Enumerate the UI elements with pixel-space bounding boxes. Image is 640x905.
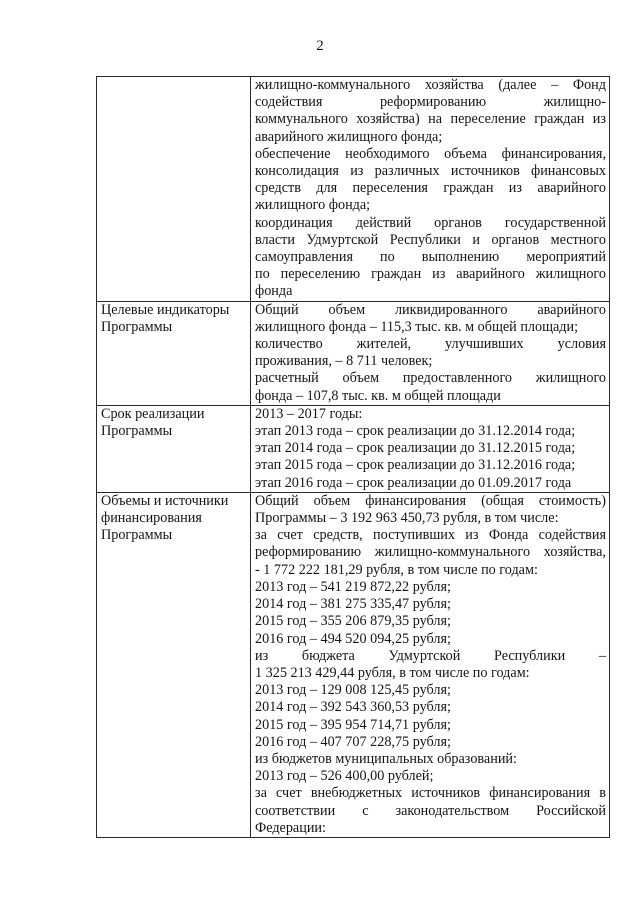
row-value-line: коммунального хозяйства) на переселение граждан из	[255, 111, 606, 128]
row-value-line: 2015 год – 355 206 879,35 рубля;	[255, 613, 451, 630]
row-value-line: самоуправления по выполнению мероприятий	[255, 249, 606, 266]
row-label-line: Программы	[101, 318, 173, 335]
row-label-line: Программы	[101, 423, 173, 440]
row-value-line: фонда – 107,8 тыс. кв. м общей площади	[255, 387, 501, 404]
row-value-line: 2013 – 2017 годы:	[255, 405, 363, 422]
row-label-line: финансирования	[101, 510, 202, 527]
row-value-line: соответствии с законодательством Российской	[255, 802, 606, 819]
row-label-cell	[97, 405, 251, 492]
row-label-line: Программы	[101, 527, 173, 544]
row-value-line: - 1 772 222 181,29 рубля, в том числе по годам:	[255, 561, 538, 578]
row-value-line: за счет внебюджетных источников финансирования в	[255, 785, 606, 802]
row-label-line: Срок реализации	[101, 405, 205, 422]
row-value-line: 1 325 213 429,44 рубля, в том числе по годам:	[255, 664, 530, 681]
row-value-line: обеспечение необходимого объема финансирования,	[255, 145, 606, 162]
row-value-line: за счет средств, поступивших из Фонда содействия	[255, 527, 606, 544]
row-value-line: Общий объем ликвидированного аварийного	[255, 301, 606, 318]
row-value-line: жилищно-коммунального хозяйства (далее – Фонд	[255, 77, 606, 93]
row-value-line: 2016 год – 494 520 094,25 рубля;	[255, 630, 451, 647]
row-label-line: Объемы и источники	[101, 492, 229, 509]
row-label-cell	[97, 492, 251, 837]
row-value-line: 2015 год – 395 954 714,71 рубля;	[255, 716, 451, 733]
row-value-line: координация действий органов государственной	[255, 214, 606, 231]
row-label-cell	[97, 301, 251, 405]
row-value-line: 2013 год – 129 008 125,45 рубля;	[255, 682, 451, 699]
row-value-cell	[251, 301, 610, 405]
row-label-cell	[97, 77, 251, 302]
page-number: 2	[316, 38, 324, 54]
row-value-line: жилищного фонда;	[255, 197, 371, 214]
row-value-line: средств для переселения граждан из аварийного	[255, 180, 606, 197]
table-row	[97, 405, 610, 492]
row-value-line: этап 2014 года – срок реализации до 31.12.2015 года;	[255, 440, 576, 457]
row-value-line: Программы – 3 192 963 450,73 рубля, в том числе:	[255, 510, 559, 527]
row-value-cell	[251, 405, 610, 492]
table-row	[97, 301, 610, 405]
row-value-line: из бюджета Удмуртской Республики –	[255, 647, 606, 664]
row-value-cell	[251, 77, 610, 302]
passport-table-body	[97, 77, 610, 838]
row-value-line: по переселению граждан из аварийного жилищного	[255, 266, 606, 283]
row-value-line: жилищного фонда – 115,3 тыс. кв. м общей площади;	[255, 318, 579, 335]
row-value-line: аварийного жилищного фонда;	[255, 128, 443, 145]
row-value-line: фонда	[255, 283, 293, 300]
row-value-line: 2013 год – 541 219 872,22 рубля;	[255, 578, 451, 595]
row-value-line: реформированию жилищно-коммунального хозяйства,	[255, 544, 606, 561]
row-value-line: из бюджетов муниципальных образований:	[255, 750, 517, 767]
row-value-line: количество жителей, улучшивших условия	[255, 336, 606, 353]
program-passport-table	[96, 76, 610, 838]
row-label-line: Целевые индикаторы	[101, 301, 230, 318]
row-value-line: Федерации:	[255, 819, 326, 836]
row-value-cell	[251, 492, 610, 837]
row-value-line: этап 2015 года – срок реализации до 31.12.2016 года;	[255, 457, 576, 474]
row-value-line: содействия реформированию жилищно-	[255, 94, 606, 111]
row-value-line: Общий объем финансирования (общая стоимость)	[255, 492, 606, 509]
row-value-line: 2016 год – 407 707 228,75 рубля;	[255, 733, 451, 750]
row-value-line: расчетный объем предоставленного жилищного	[255, 370, 606, 387]
row-value-line: 2014 год – 392 543 360,53 рубля;	[255, 699, 451, 716]
row-value-line: 2014 год – 381 275 335,47 рубля;	[255, 596, 451, 613]
table-row	[97, 77, 610, 302]
row-value-line: проживания, – 8 711 человек;	[255, 353, 433, 370]
row-value-line: консолидация из различных источников финансовых	[255, 163, 606, 180]
row-value-line: власти Удмуртской Республики и органов местного	[255, 231, 606, 248]
table-row	[97, 492, 610, 837]
row-value-line: этап 2016 года – срок реализации до 01.09.2017 года	[255, 474, 572, 491]
row-value-line: 2013 год – 526 400,00 рублей;	[255, 768, 434, 785]
row-value-line: этап 2013 года – срок реализации до 31.12.2014 года;	[255, 423, 576, 440]
